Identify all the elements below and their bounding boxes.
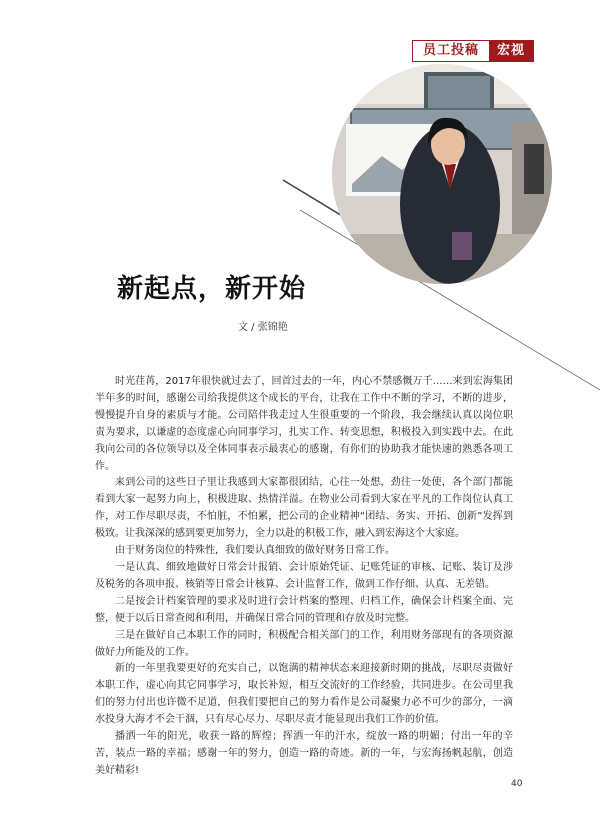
paragraph: 二是按会计档案管理的要求及时进行会计档案的整理、归档工作，确保会计档案全面、完整，便于以后日常查阅和利用，并确保日常合同的管理和存放及时完整。 (95, 595, 513, 624)
article-byline: 文 / 张锦艳 (238, 322, 288, 333)
paragraph: 时光荏苒，2017年很快就过去了，回首过去的一年，内心不禁感慨万千……来到宏海集团半年多的时间，感谢公司给我提供这个成长的平台，让我在工作中不断的学习，不断的进步，慢慢提升自身的素质与才能。公司陪伴我走过人生很重要的一个阶段，我会继续认真以岗位职责为要求，以谦虚的态度虚心向同事学习，扎实工作、转变思想，积极投入到实践中去。在此我向公司的各位领导以及全体同事表示最衷心的感谢，有你们的协助我才能快速的熟悉各项工作。 (95, 376, 513, 472)
page-number: 40 (511, 779, 523, 789)
paragraph: 来到公司的这些日子里让我感到大家都很团结，心往一处想，劲往一处使，各个部门都能看到大家一起努力向上，积极进取、热情洋溢。在物业公司看到大家在平凡的工作岗位认真工作，对工作尽职尽责，不怕脏，不怕累，把公司的企业精神“团结、务实、开拓、创新”发挥到极致。让我深深的感到要更加努力，全力以赴的积极工作，融入到宏海这个大家庭。 (95, 477, 513, 540)
paragraph: 三是在做好自己本职工作的同时，积极配合相关部门的工作，利用财务部现有的各项资源做好力所能及的工作。 (95, 629, 513, 658)
paragraph: 新的一年里我要更好的充实自己，以饱满的精神状态来迎接新时期的挑战，尽职尽责做好本职工作，虚心向其它同事学习，取长补短，相互交流好的工作经验，共同进步。在公司里我们的努力付出也许微不足道，但我们要把自己的努力看作是公司凝聚力必不可少的部分，一滴水投身大海才不会干涸，只有尽心尽力、尽职尽责才能显现出我们工作的价值。 (95, 663, 513, 726)
paragraph: 播洒一年的阳光，收获一路的辉煌；挥洒一年的汗水，绽放一路的明媚；付出一年的辛苦，装点一路的幸福；感谢一年的努力，创造一路的奇迹。新的一年，与宏海扬帆起航，创造美好精彩! (95, 731, 513, 776)
author-photo (332, 64, 552, 284)
article-body (95, 374, 513, 780)
section-label: 员工投稿 (413, 41, 489, 61)
paragraph: 一是认真、细致地做好日常会计报销、会计原始凭证、记账凭证的审核、记账、装订及涉及税务的各项申报、核销等日常会计核算、会计监督工作，做到工作仔细、认真、无差错。 (95, 561, 513, 590)
article-title: 新起点，新开始 (117, 274, 307, 304)
column-label: 宏视 (489, 41, 533, 61)
paragraph: 由于财务岗位的特殊性，我们要认真细致的做好财务日常工作。 (115, 545, 395, 557)
